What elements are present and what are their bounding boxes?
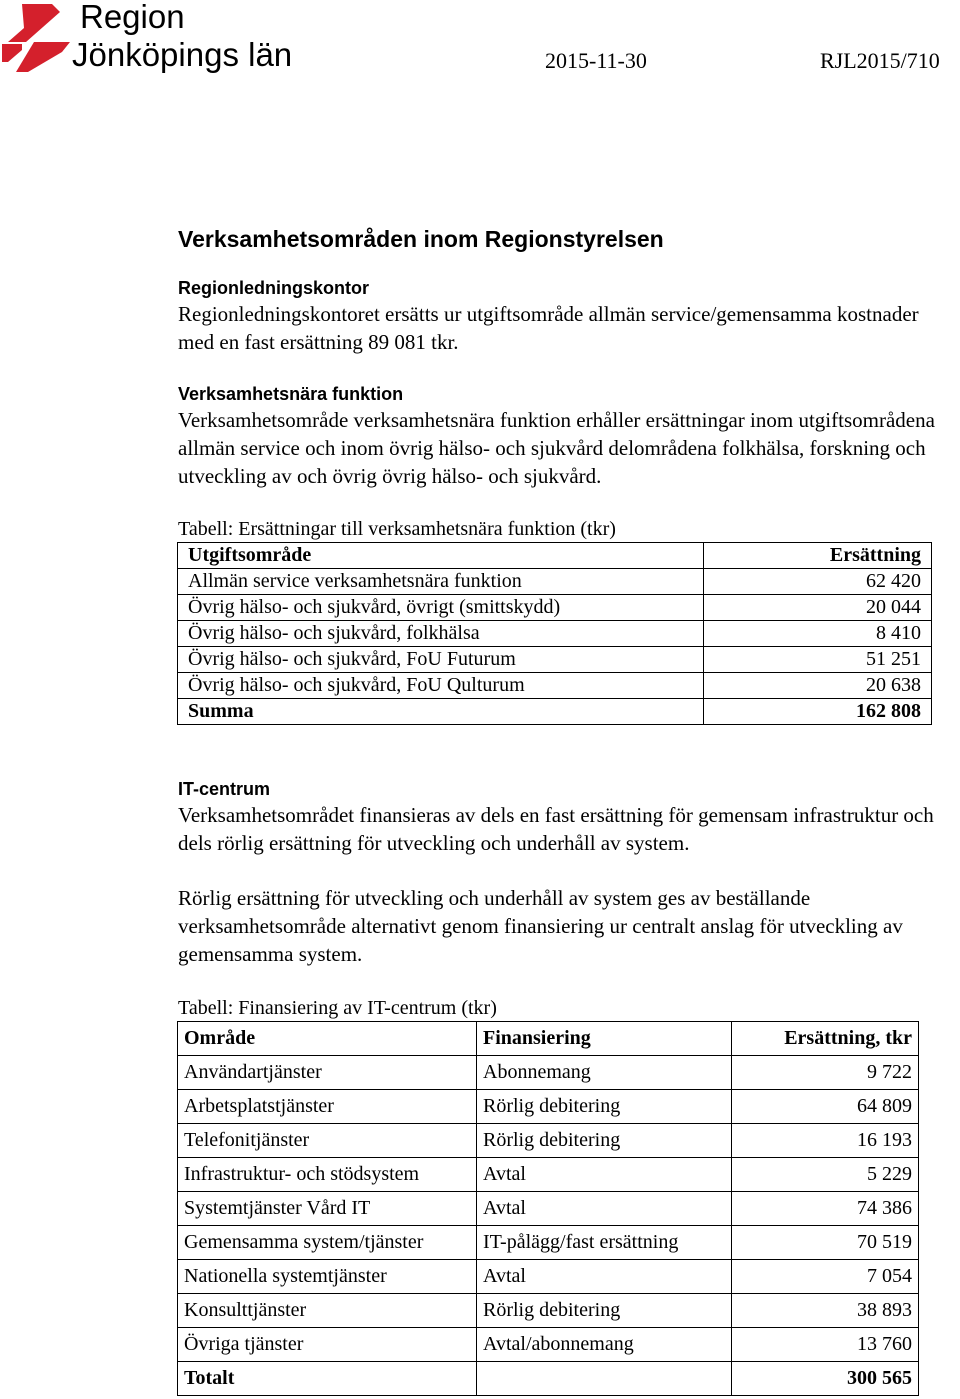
table-cell: Rörlig debitering xyxy=(477,1090,732,1124)
region-logo-icon xyxy=(0,2,72,74)
table-cell-value: 70 519 xyxy=(732,1226,919,1260)
table-cell: Telefonitjänster xyxy=(178,1124,477,1158)
table-cell-value: 9 722 xyxy=(732,1056,919,1090)
table-cell: Gemensamma system/tjänster xyxy=(178,1226,477,1260)
table-row xyxy=(178,1090,919,1124)
table-row xyxy=(178,595,932,621)
table-row xyxy=(178,1056,919,1090)
table-caption-finansiering: Tabell: Finansiering av IT-centrum (tkr) xyxy=(178,997,497,1019)
table-cell: Avtal xyxy=(477,1158,732,1192)
total-value: 162 808 xyxy=(704,699,932,725)
page-title: Verksamhetsområden inom Regionstyrelsen xyxy=(178,226,664,252)
total-value: 300 565 xyxy=(732,1362,919,1396)
table-cell: Konsulttjänster xyxy=(178,1294,477,1328)
total-label: Totalt xyxy=(178,1362,477,1396)
table-row xyxy=(178,1192,919,1226)
table-row xyxy=(178,647,932,673)
table-cell: Rörlig debitering xyxy=(477,1294,732,1328)
header-cell-utgiftsomrade: Utgiftsområde xyxy=(178,543,704,569)
logo-text-county: Jönköpings län xyxy=(72,36,293,73)
header-cell-ersattning-tkr: Ersättning, tkr xyxy=(732,1022,919,1056)
table-header-row xyxy=(178,543,932,569)
table-cell: Arbetsplatstjänster xyxy=(178,1090,477,1124)
table-cell-value: 51 251 xyxy=(704,647,932,673)
table-cell: Övrig hälso- och sjukvård, övrigt (smittskydd) xyxy=(178,595,704,621)
table-cell-value: 62 420 xyxy=(704,569,932,595)
document-date: 2015-11-30 xyxy=(545,48,647,73)
table-cell-value: 20 044 xyxy=(704,595,932,621)
table-cell: Användartjänster xyxy=(178,1056,477,1090)
table-cell: Allmän service verksamhetsnära funktion xyxy=(178,569,704,595)
table-row xyxy=(178,1226,919,1260)
table-cell: Övrig hälso- och sjukvård, FoU Futurum xyxy=(178,647,704,673)
table-cell: Övrig hälso- och sjukvård, folkhälsa xyxy=(178,621,704,647)
table-header-row xyxy=(178,1022,919,1056)
table-cell: Abonnemang xyxy=(477,1056,732,1090)
total-label: Summa xyxy=(178,699,704,725)
table-cell: Rörlig debitering xyxy=(477,1124,732,1158)
table-row xyxy=(178,621,932,647)
table-ersattningar xyxy=(177,542,932,725)
table-cell: Övriga tjänster xyxy=(178,1328,477,1362)
logo-text-region: Region xyxy=(80,0,185,35)
header-cell-omrade: Område xyxy=(178,1022,477,1056)
table-cell: IT-pålägg/fast ersättning xyxy=(477,1226,732,1260)
table-cell-value: 16 193 xyxy=(732,1124,919,1158)
table-cell-value: 74 386 xyxy=(732,1192,919,1226)
region-logo xyxy=(0,0,300,80)
table-cell-value: 64 809 xyxy=(732,1090,919,1124)
table-row xyxy=(178,1328,919,1362)
table-cell: Övrig hälso- och sjukvård, FoU Qulturum xyxy=(178,673,704,699)
table-cell: Avtal xyxy=(477,1260,732,1294)
document-reference: RJL2015/710 xyxy=(820,48,940,73)
section-heading-it-centrum: IT-centrum xyxy=(178,779,271,799)
table-cell: Nationella systemtjänster xyxy=(178,1260,477,1294)
table-cell-value: 13 760 xyxy=(732,1328,919,1362)
table-row xyxy=(178,569,932,595)
table-row xyxy=(178,673,932,699)
header-cell-finansiering: Finansiering xyxy=(477,1022,732,1056)
table-cell: Infrastruktur- och stödsystem xyxy=(178,1158,477,1192)
table-row xyxy=(178,1158,919,1192)
table-cell: Systemtjänster Vård IT xyxy=(178,1192,477,1226)
section-text-verksamhetsnara: Verksamhetsområde verksamhetsnära funktion erhåller ersättningar inom utgiftsområdena allmän service och inom övrig hälso- och sjukvård delområdena folkhälsa, forskning och utveckling av och övrig övrig hälso- och sjukvård. xyxy=(178,408,935,488)
table-row xyxy=(178,1260,919,1294)
table-cell: Avtal/abonnemang xyxy=(477,1328,732,1362)
section-text-it-centrum-2: Rörlig ersättning för utveckling och underhåll av system ges av beställande verksamhetsområde alternativt genom finansiering ur centralt anslag för utveckling av gemensamma system. xyxy=(178,886,903,966)
table-cell-value: 20 638 xyxy=(704,673,932,699)
table-cell: Avtal xyxy=(477,1192,732,1226)
table-cell-value: 7 054 xyxy=(732,1260,919,1294)
table-finansiering xyxy=(177,1021,919,1396)
document-body xyxy=(178,222,958,1396)
table-row xyxy=(178,1294,919,1328)
section-heading-regionledningskontor: Regionledningskontor xyxy=(178,278,369,298)
section-text-regionledningskontor: Regionledningskontoret ersätts ur utgiftsområde allmän service/gemensamma kostnader med en fast ersättning 89 081 tkr. xyxy=(178,302,919,354)
total-empty-cell xyxy=(477,1362,732,1396)
table-total-row xyxy=(178,699,932,725)
section-heading-verksamhetsnara: Verksamhetsnära funktion xyxy=(178,384,404,404)
header-cell-ersattning: Ersättning xyxy=(704,543,932,569)
table-caption-ersattningar: Tabell: Ersättningar till verksamhetsnära funktion (tkr) xyxy=(178,518,616,540)
table-cell-value: 8 410 xyxy=(704,621,932,647)
table-total-row xyxy=(178,1362,919,1396)
table-row xyxy=(178,1124,919,1158)
table-cell-value: 5 229 xyxy=(732,1158,919,1192)
table-cell-value: 38 893 xyxy=(732,1294,919,1328)
section-text-it-centrum-1: Verksamhetsområdet finansieras av dels en fast ersättning för gemensam infrastruktur och dels rörlig ersättning för utveckling och underhåll av system. xyxy=(178,803,934,855)
